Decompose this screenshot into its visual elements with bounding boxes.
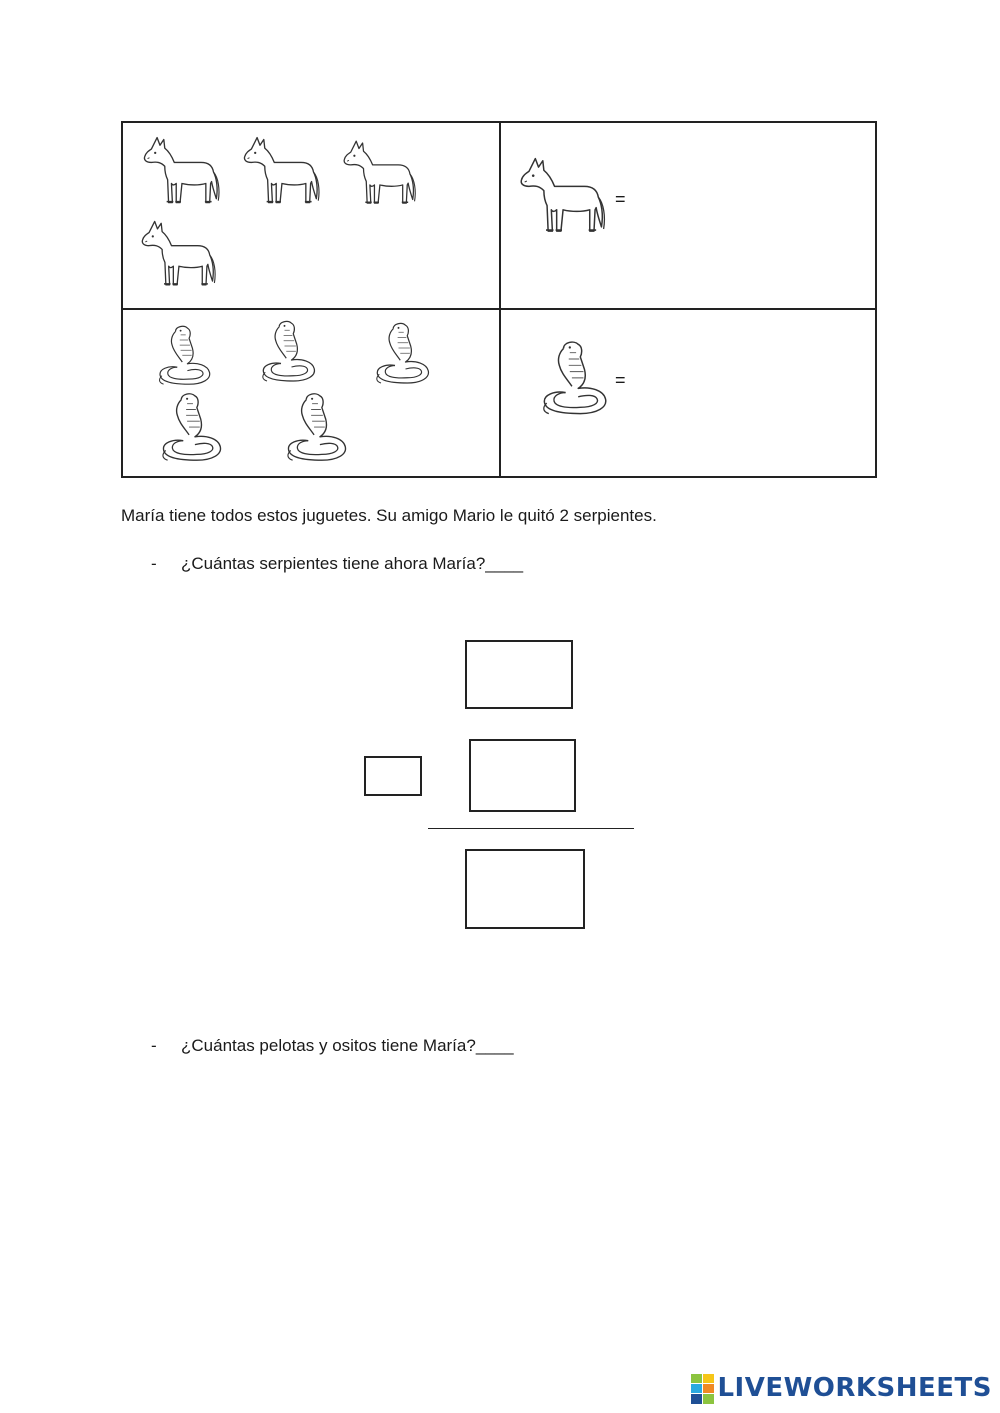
question-2-text: ¿Cuántas pelotas y ositos tiene María?____ xyxy=(181,1036,514,1055)
horse-icon xyxy=(514,152,610,242)
horse-icon xyxy=(338,135,420,213)
cobra-icon xyxy=(252,318,324,388)
operator-box[interactable] xyxy=(364,756,422,796)
list-dash: - xyxy=(151,1036,157,1055)
cobra-icon xyxy=(148,323,220,391)
liveworksheets-mark-icon xyxy=(691,1374,713,1402)
problem-statement: María tiene todos estos juguetes. Su amigo Mario le quitó 2 serpientes. xyxy=(121,506,657,525)
horse-icon xyxy=(238,132,324,212)
cobra-icon xyxy=(150,390,232,468)
operation-line xyxy=(428,828,634,829)
cobra-icon xyxy=(530,338,618,422)
cobra-total-answer[interactable] xyxy=(640,360,730,400)
horse-icon xyxy=(136,216,220,294)
equals-sign: = xyxy=(615,370,626,390)
subtrahend-box[interactable] xyxy=(469,739,576,812)
brand-name: LIVEWORKSHEETS xyxy=(717,1373,992,1403)
liveworksheets-logo xyxy=(691,1373,992,1403)
table-column-divider xyxy=(499,123,501,476)
equals-sign: = xyxy=(615,189,626,209)
result-box[interactable] xyxy=(465,849,585,929)
horse-total-answer[interactable] xyxy=(640,180,730,220)
question-1 xyxy=(151,553,523,575)
minuend-box[interactable] xyxy=(465,640,573,709)
horse-icon xyxy=(138,132,224,212)
cobra-icon xyxy=(366,320,438,390)
list-dash: - xyxy=(151,554,157,573)
cobra-icon xyxy=(276,390,356,468)
question-1-text: ¿Cuántas serpientes tiene ahora María?____ xyxy=(181,554,524,573)
question-2 xyxy=(151,1035,514,1057)
toy-count-table xyxy=(121,121,877,478)
table-row-divider xyxy=(123,308,875,310)
